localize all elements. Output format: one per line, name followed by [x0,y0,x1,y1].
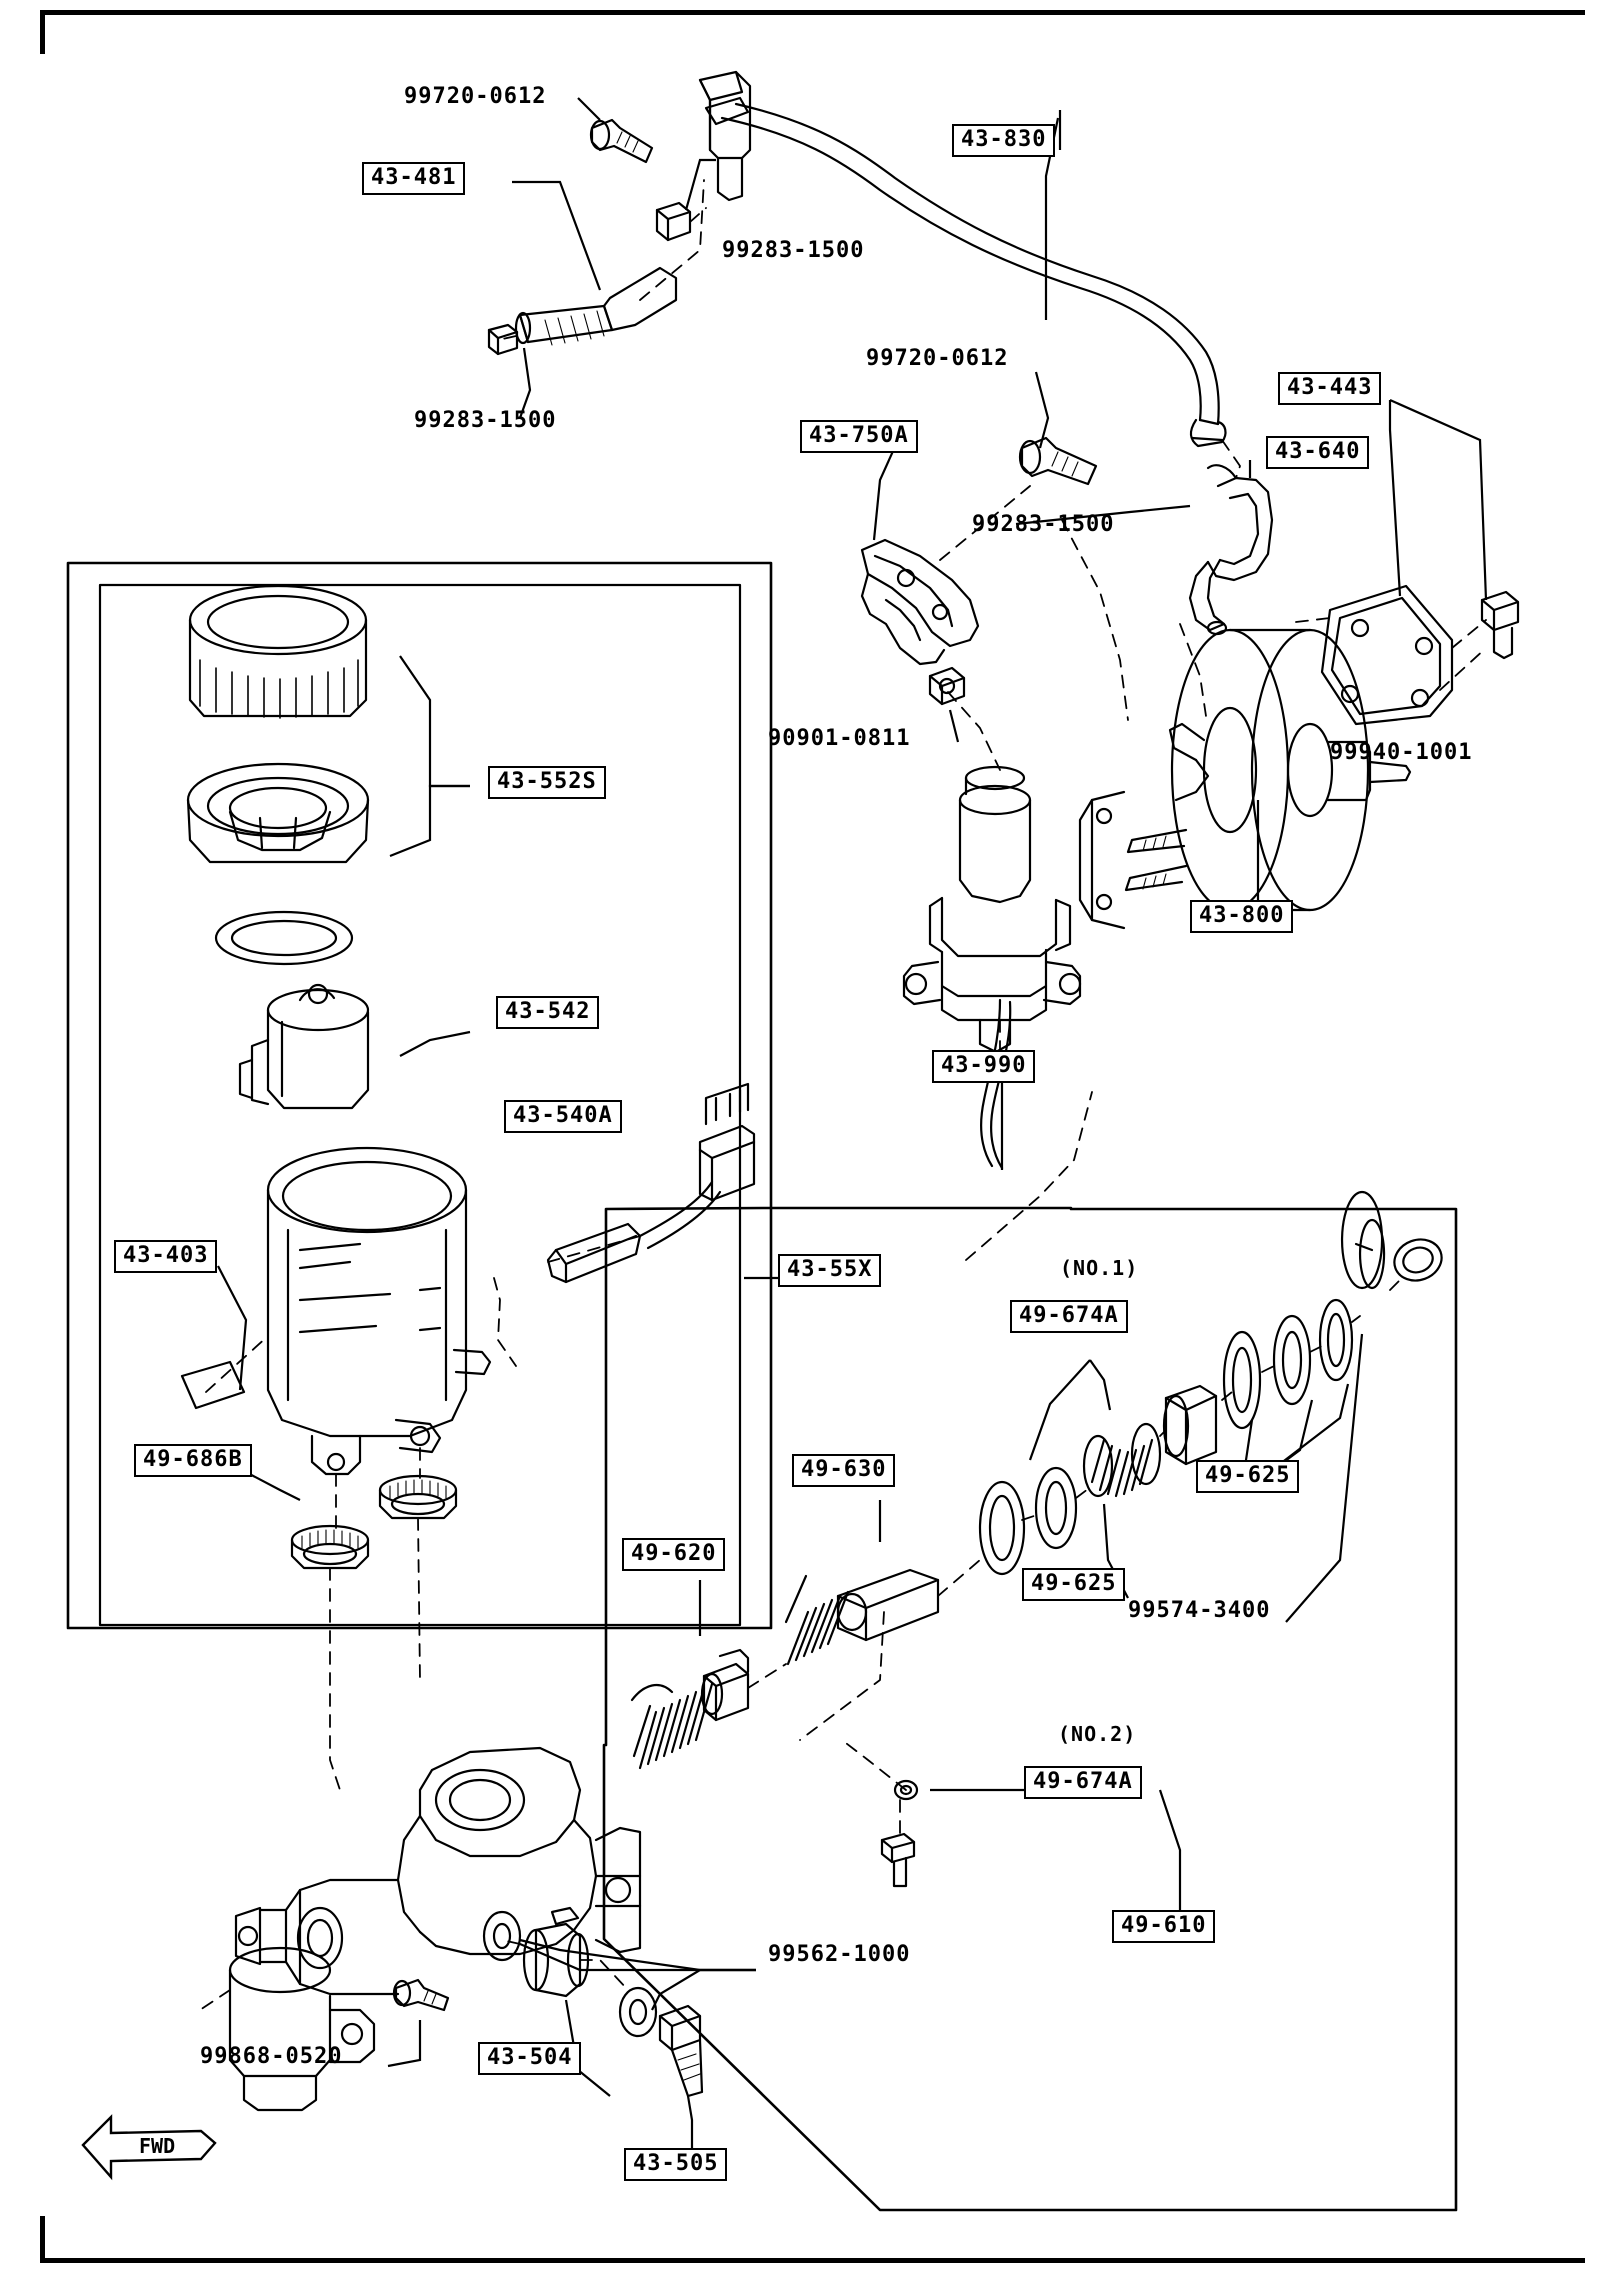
callout-90901-0811[interactable]: 90901-0811 [768,726,911,751]
callout-43-542[interactable]: 43-542 [496,996,599,1029]
callout-49-686B[interactable]: 49-686B [134,1444,252,1477]
callout-43-540A[interactable]: 43-540A [504,1100,622,1133]
callout-99940-1001[interactable]: 99940-1001 [1330,740,1473,765]
callout-43-55X[interactable]: 43-55X [778,1254,881,1287]
callout-99283-1500-b[interactable]: 99283-1500 [414,408,557,433]
page-border-bottom [40,2258,1585,2263]
callout-99720-0612-mid[interactable]: 99720-0612 [866,346,1009,371]
callout-49-674A-no1[interactable]: 49-674A [1010,1300,1128,1333]
callout-99868-0520[interactable]: 99868-0520 [200,2044,343,2069]
callout-43-552S[interactable]: 43-552S [488,766,606,799]
fwd-direction-marker [75,2105,225,2195]
page-border-top-left [40,10,45,54]
callout-43-830[interactable]: 43-830 [952,124,1055,157]
callout-43-990[interactable]: 43-990 [932,1050,1035,1083]
fwd-label: FWD [139,2134,176,2158]
callout-49-630[interactable]: 49-630 [792,1454,895,1487]
callout-99574-3400[interactable]: 99574-3400 [1128,1598,1271,1623]
group-label-no2: (NO.2) [1058,1722,1137,1746]
callout-43-481[interactable]: 43-481 [362,162,465,195]
group-label-no1: (NO.1) [1060,1256,1139,1280]
callout-49-610[interactable]: 49-610 [1112,1910,1215,1943]
callout-43-640[interactable]: 43-640 [1266,436,1369,469]
callout-99562-1000[interactable]: 99562-1000 [768,1942,911,1967]
page-border-bottom-left [40,2216,45,2263]
callout-99283-1500-a[interactable]: 99283-1500 [722,238,865,263]
callout-43-750A[interactable]: 43-750A [800,420,918,453]
callout-49-625-lower[interactable]: 49-625 [1022,1568,1125,1601]
callout-43-403[interactable]: 43-403 [114,1240,217,1273]
callout-49-620[interactable]: 49-620 [622,1538,725,1571]
callout-99720-0612-top[interactable]: 99720-0612 [404,84,547,109]
callout-49-625-upper[interactable]: 49-625 [1196,1460,1299,1493]
callout-43-505[interactable]: 43-505 [624,2148,727,2181]
page-border-top [40,10,1585,15]
callout-99283-1500-c[interactable]: 99283-1500 [972,512,1115,537]
callout-43-800[interactable]: 43-800 [1190,900,1293,933]
callout-43-504[interactable]: 43-504 [478,2042,581,2075]
callout-49-674A-no2[interactable]: 49-674A [1024,1766,1142,1799]
callout-43-443[interactable]: 43-443 [1278,372,1381,405]
